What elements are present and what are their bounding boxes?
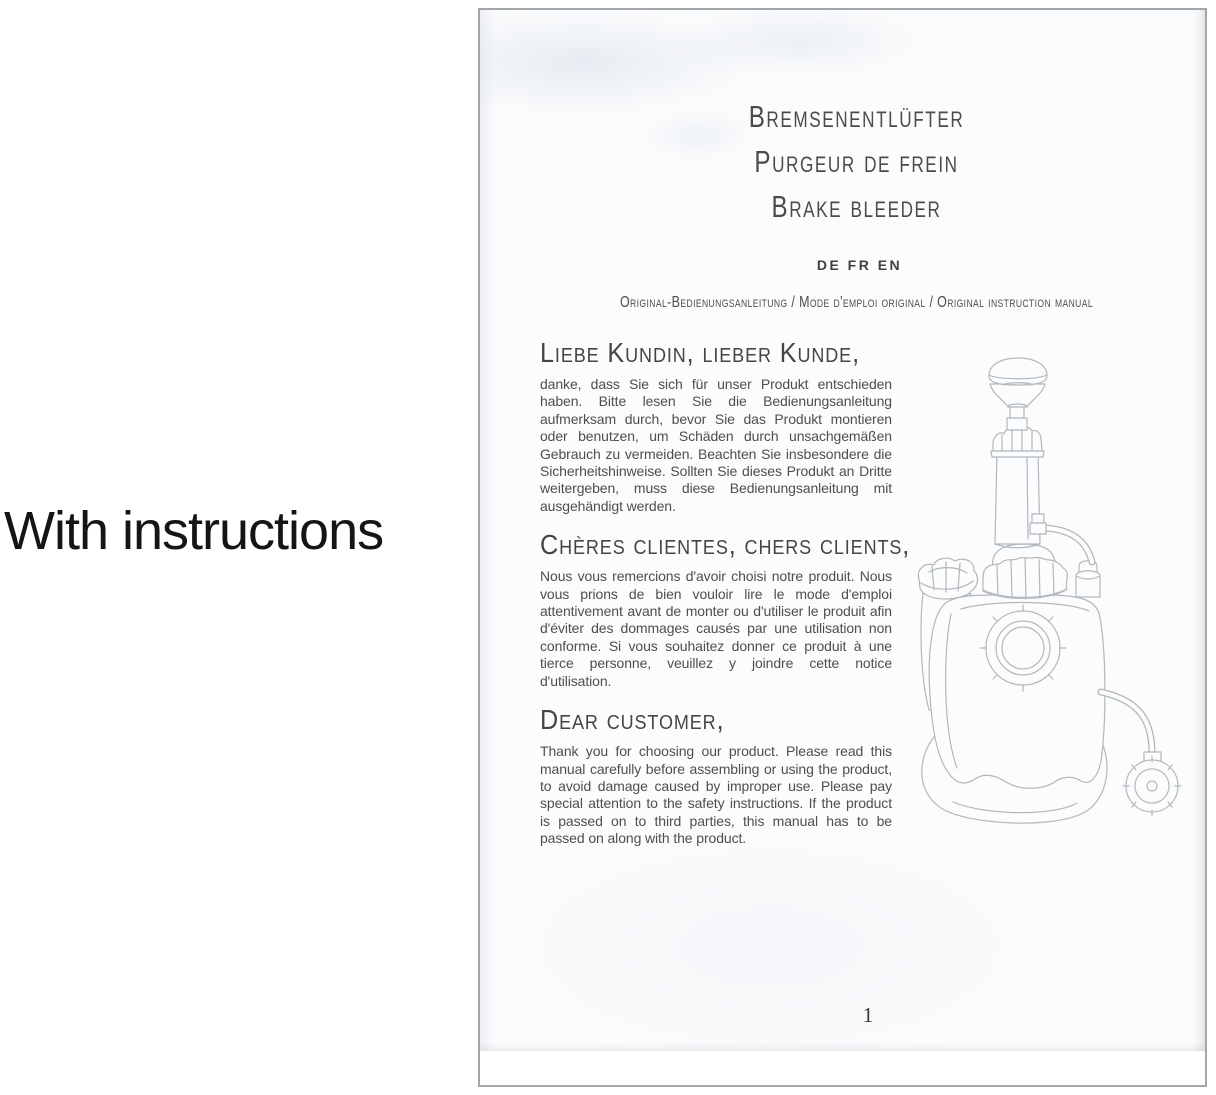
pump-knob: [989, 358, 1047, 385]
manual-text-column: [540, 337, 911, 861]
title-english: Brake bleeder: [771, 189, 942, 224]
section-body-french: Nous vous remercions d'avoir choisi notre produit. Nous vous prions de bien vouloir lire le mode d'emploi attentivement avant de monter ou d'utiliser le produit afin d'éviter des dommages causés par une utilisation non conforme. Si vous souhaitez donner ce produit à une tierce personne, veuillez y joindre cette notice d'utilisation.: [540, 568, 892, 689]
manual-page: [480, 10, 1205, 1051]
cylinder-collar: [991, 427, 1044, 457]
adapter-cap: [1123, 756, 1181, 816]
section-heading-german: Liebe Kundin, lieber Kunde,: [540, 337, 860, 368]
manual-title-block: [574, 10, 1140, 229]
brake-bleeder-illustration: [905, 350, 1195, 840]
section-german: [540, 337, 892, 515]
section-english: [540, 704, 892, 847]
section-body-english: Thank you for choosing our product. Please read this manual carefully before assembling or using the product, to avoid damage caused by improper use. Please pay special attention to the safety instructions. If the product is passed on to third parties, this manual has to be passed on along with the product.: [540, 743, 892, 847]
title-german: Bremsenentlüfter: [748, 99, 965, 134]
handle-funnel: [990, 384, 1045, 407]
manual-subtitle: Original-Bedienungsanleitung / Mode d'emploi original / Original instruction manual: [619, 294, 1094, 311]
section-heading-french: Chères clientes, chers clients,: [540, 529, 911, 561]
page-number: 1: [862, 1003, 874, 1027]
product-photo-frame: [478, 8, 1207, 1087]
title-french: Purgeur de frein: [754, 144, 959, 179]
caption-with-instructions: With instructions: [4, 501, 384, 561]
section-body-german: danke, dass Sie sich für unser Produkt entschieden haben. Bitte lesen Sie die Bedienungsanleitung aufmerksam durch, bevor Sie das Produkt montieren oder benutzen, um Schäden durch unsachgemäßen Gebrauch zu vermeiden. Beachten Sie insbesondere die Sicherheitshinweise. Sollten Sie dieses Produkt an Dritte weitergeben, muss diese Bedienungsanleitung mit ausgehändigt werden.: [540, 376, 892, 514]
section-french: [540, 529, 911, 690]
pump-collar-ring: [983, 544, 1067, 599]
section-heading-english: Dear customer,: [540, 704, 725, 736]
bleeder-hose: [1101, 692, 1161, 764]
filler-port: [1076, 561, 1100, 597]
language-codes: DE FR EN: [816, 257, 903, 273]
